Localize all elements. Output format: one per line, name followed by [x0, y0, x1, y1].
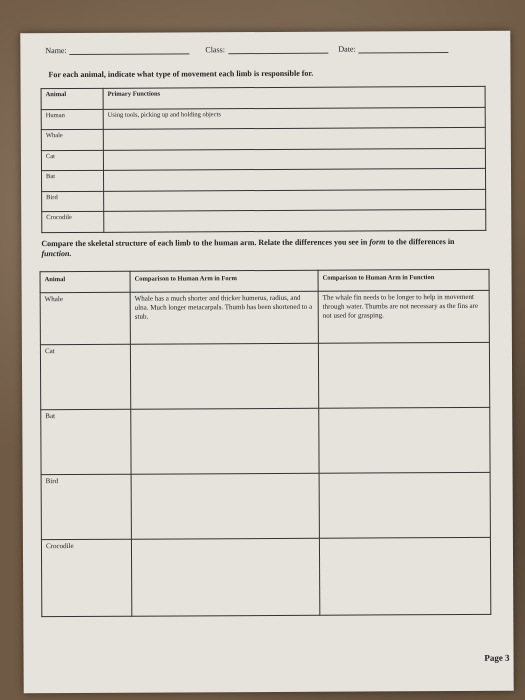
t1-function	[103, 148, 485, 170]
worksheet-page	[20, 31, 513, 694]
table-row	[41, 472, 490, 539]
name-line	[70, 45, 190, 55]
table-row	[42, 209, 486, 232]
instruction-2-form: form	[369, 237, 386, 247]
table-row	[41, 537, 490, 616]
class-line	[228, 45, 328, 55]
name-field	[45, 45, 189, 55]
t2-animal: Cat	[40, 344, 130, 409]
instruction-2-part1: Compare the skeletal structure of each limb to the human arm. Relate the differences you see in	[41, 237, 370, 249]
t1-function	[103, 127, 485, 149]
class-label: Class:	[205, 45, 225, 55]
t2-header-function: Comparison to Human Arm in Function	[318, 269, 489, 291]
instruction-2-part2: to the differences in	[385, 237, 455, 247]
t2-animal: Whale	[40, 292, 130, 344]
t2-animal: Bird	[41, 474, 131, 539]
table-row	[41, 168, 485, 191]
t2-form: Whale has a much shorter and thicker humerus, radius, and ulna. Much longer metacarpals. Thumb has been shortened to a stub.	[130, 291, 318, 344]
t2-function	[319, 537, 490, 615]
t1-function	[104, 209, 486, 231]
class-field	[205, 45, 328, 55]
t2-function	[318, 342, 489, 408]
t2-function: The whale fin needs to be longer to help in movement through water. Thumbs are not necessary as the fins are not used for grasping.	[318, 290, 489, 343]
t2-animal: Crocodile	[41, 539, 131, 616]
t1-header-animal: Animal	[41, 88, 103, 109]
date-field	[338, 44, 448, 54]
date-label: Date:	[338, 44, 356, 54]
t1-function: Using tools, picking up and holding objects	[103, 107, 485, 129]
instruction-1: For each animal, indicate what type of movement each limb is responsible for.	[48, 68, 314, 80]
t2-function	[319, 407, 490, 473]
table-row	[42, 189, 486, 212]
t2-form	[131, 473, 319, 539]
t2-function	[319, 472, 490, 538]
t1-function	[104, 189, 486, 211]
instruction-2-function: function.	[41, 249, 72, 259]
comparison-table	[40, 269, 492, 617]
t2-form	[130, 343, 318, 409]
t2-header-animal: Animal	[40, 271, 130, 292]
t2-header-form: Comparison to Human Arm in Form	[130, 270, 318, 292]
instruction-2	[41, 237, 481, 259]
table-row	[41, 148, 485, 171]
t1-animal: Cat	[41, 150, 103, 171]
t1-animal: Crocodile	[42, 211, 104, 232]
page-number: Page 3	[484, 652, 510, 663]
date-line	[359, 44, 449, 53]
table-row	[41, 127, 485, 150]
primary-functions-table	[41, 86, 487, 233]
t1-animal: Bat	[41, 170, 103, 191]
t1-animal: Human	[41, 109, 103, 130]
t1-animal: Bird	[42, 191, 104, 212]
table-row	[40, 290, 489, 344]
t2-form	[131, 408, 319, 474]
t1-header-functions: Primary Functions	[103, 86, 485, 108]
t2-form	[131, 538, 319, 616]
t1-function	[103, 168, 485, 190]
t1-animal: Whale	[41, 129, 103, 150]
table-row	[41, 107, 485, 130]
t2-animal: Bat	[41, 409, 131, 474]
table-row	[40, 342, 489, 409]
table-row	[41, 407, 490, 474]
name-label: Name:	[45, 46, 67, 56]
